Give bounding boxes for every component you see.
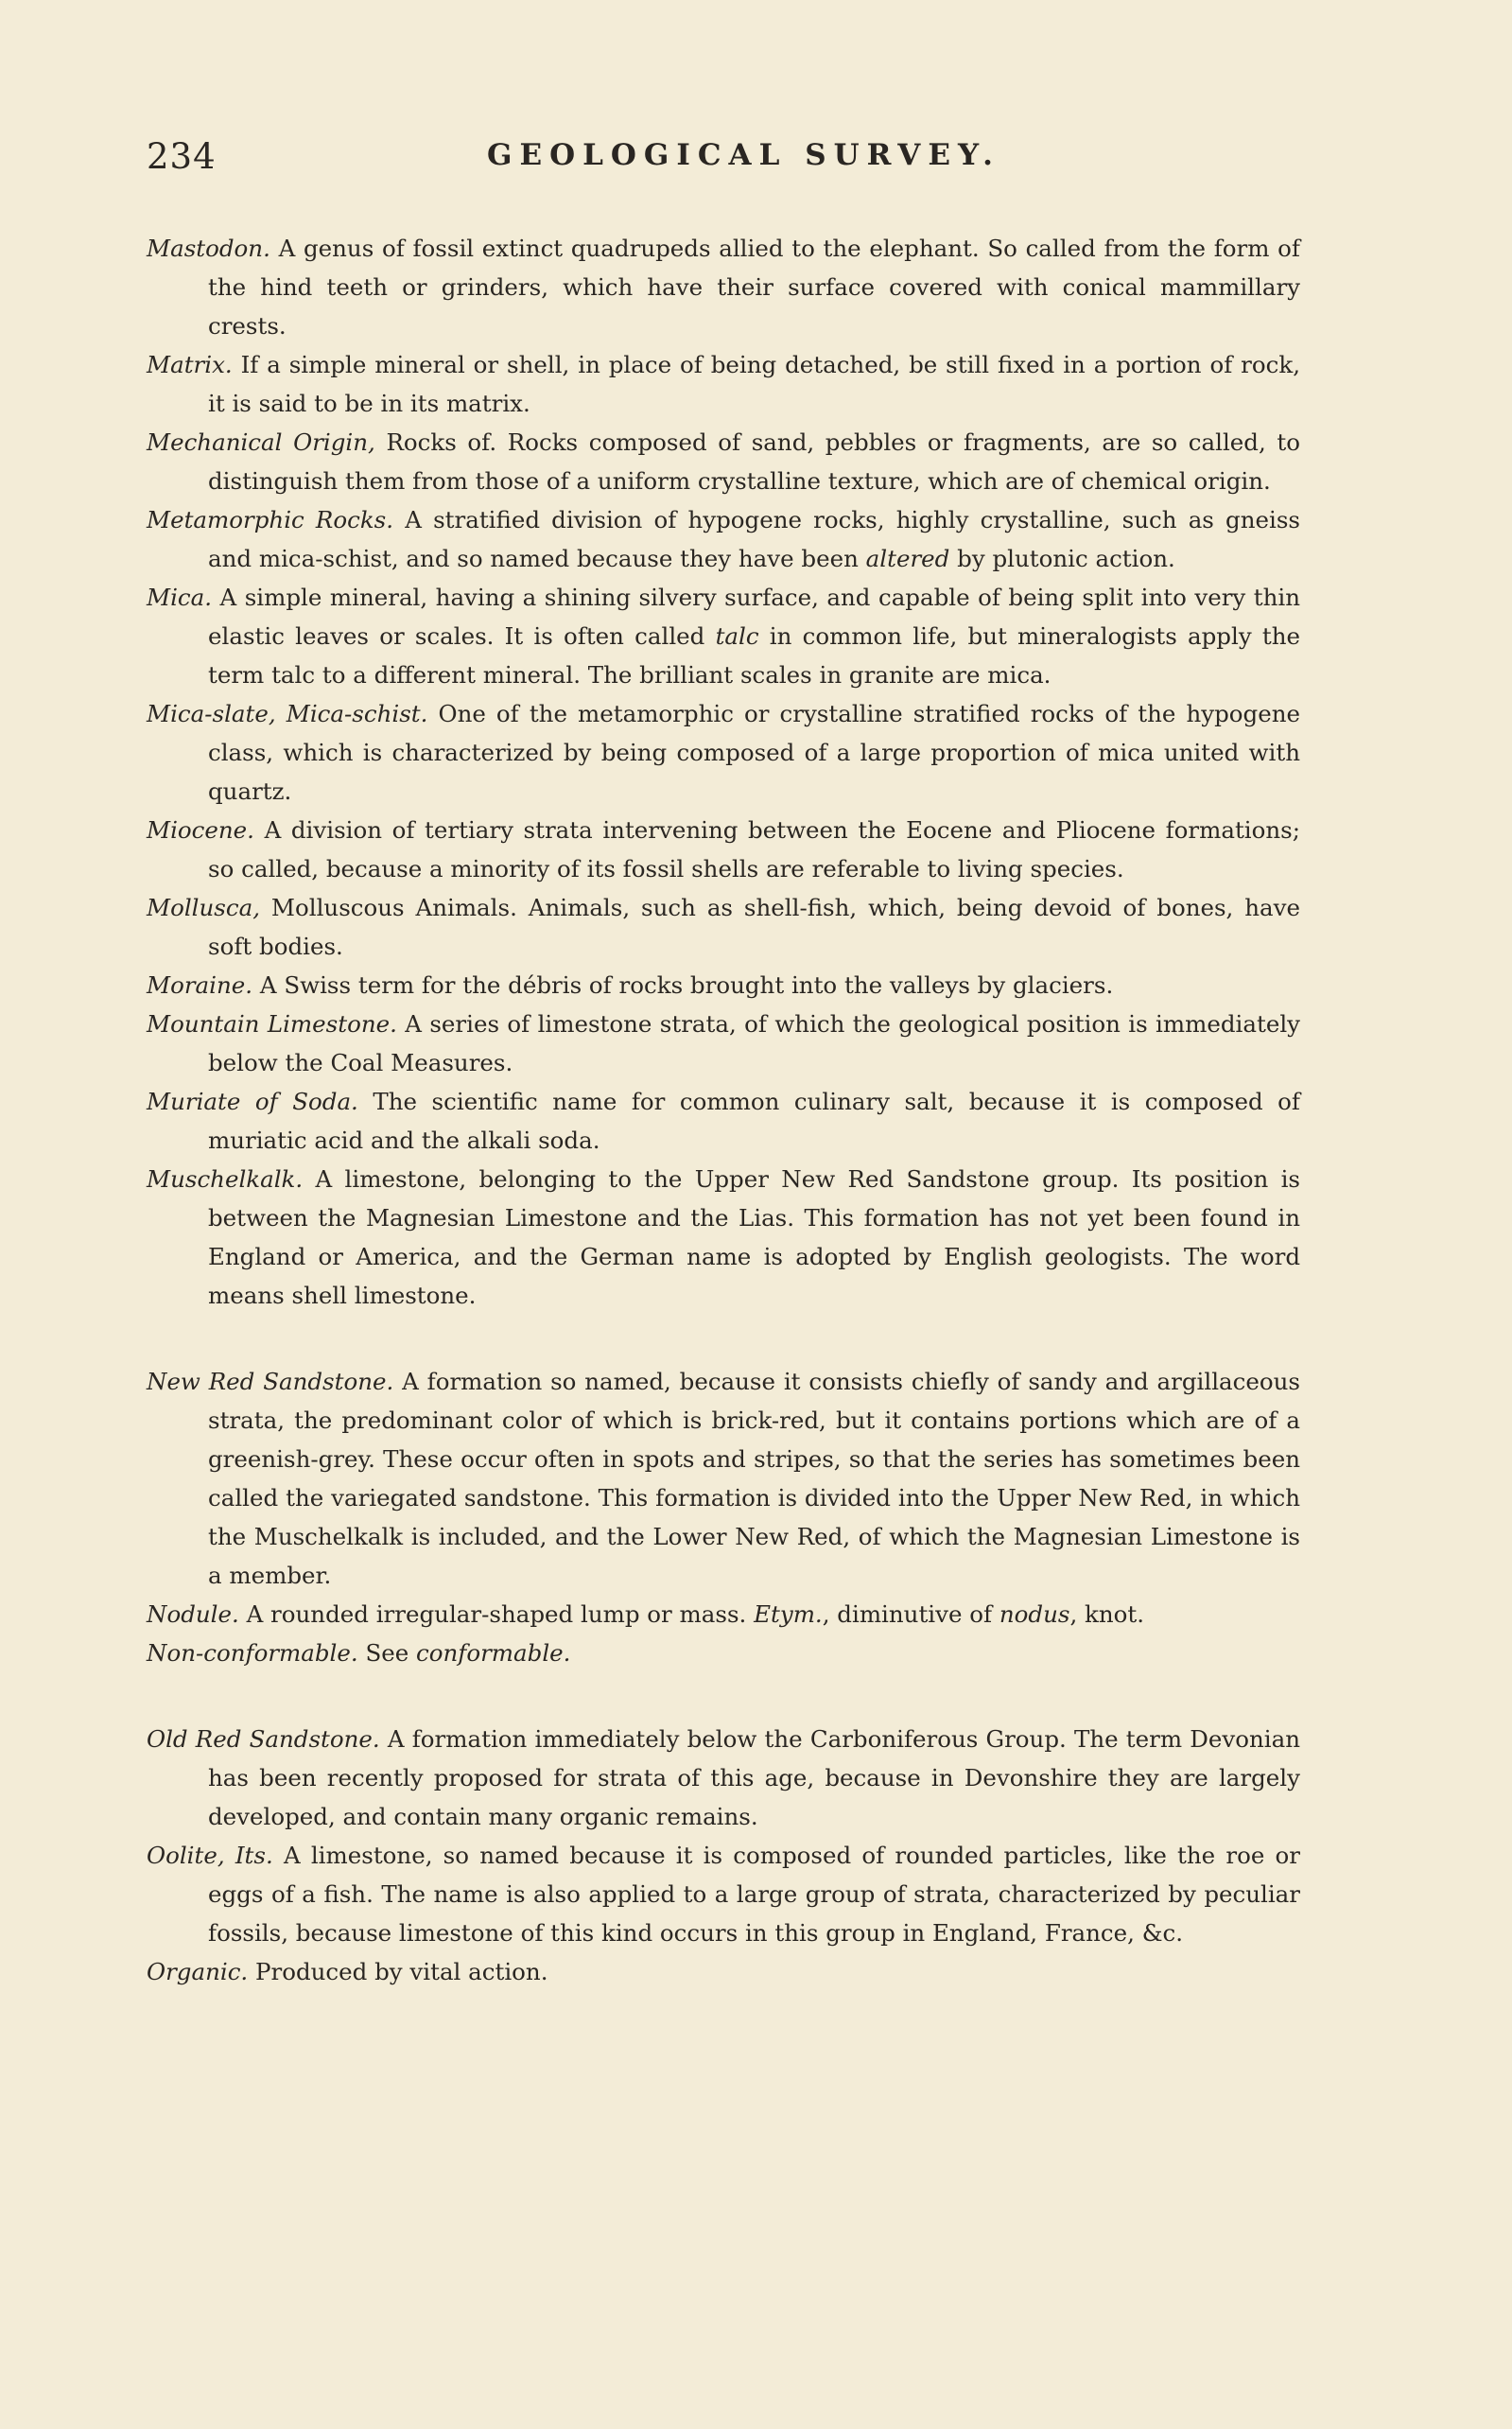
entry-text: See (357, 1639, 417, 1667)
entry-text: A Swiss term for the débris of rocks brought into the valleys by glaciers. (252, 971, 1114, 999)
entry-emphasis: conformable. (416, 1639, 571, 1667)
glossary-entry (147, 1362, 1300, 1595)
glossary-entry (147, 1082, 1300, 1160)
entry-text: A series of limestone strata, of which the geological position is immediately below the Coal Measures. (208, 1010, 1300, 1076)
section-gap (147, 1672, 1300, 1720)
page-number: 234 (147, 136, 217, 177)
entry-text: If a simple mineral or shell, in place of being detached, be still fixed in a portion of rock, it is said to be in its matrix. (208, 351, 1300, 417)
entry-term: Nodule. (147, 1600, 239, 1628)
entry-text: A stratified division of hypogene rocks, highly crystalline, such as gneiss and mica-schist, and so named because they have been (208, 506, 1300, 572)
entry-term: Muriate of Soda. (147, 1088, 358, 1115)
glossary-entry (147, 345, 1300, 423)
entry-text: A limestone, belonging to the Upper New Red Sandstone group. Its position is between the Magnesian Limestone and the Lias. This formation has not yet been found in England or America, and the German name is adopted by English geologists. The word means shell limestone. (208, 1165, 1300, 1309)
entry-term: Oolite, Its. (147, 1842, 273, 1869)
glossary-entry (147, 1160, 1300, 1315)
entry-term: Old Red Sandstone. (147, 1725, 380, 1753)
glossary-entry (147, 811, 1300, 888)
entry-text: A simple mineral, having a shining silvery surface, and capable of being split into very thin elastic leaves or scales. It is often called (208, 584, 1300, 650)
entry-emphasis: Etym. (754, 1600, 823, 1628)
glossary-entry (147, 966, 1300, 1005)
entry-text: Produced by vital action. (248, 1958, 548, 1985)
entry-term: Organic. (147, 1958, 249, 1985)
entry-term: Mica-slate, Mica-schist. (147, 700, 428, 727)
glossary-entry (147, 578, 1300, 694)
entry-text: A limestone, so named because it is composed of rounded particles, like the roe or eggs of a fish. The name is also applied to a large group of strata, characterized by peculiar fossils, because limestone of this kind occurs in this group in England, France, &c. (208, 1842, 1300, 1947)
glossary-entry (147, 1634, 1300, 1672)
entry-term: Miocene. (147, 816, 254, 844)
entry-term: Moraine. (147, 971, 253, 999)
page-header (147, 132, 1300, 189)
entry-term: Metamorphic Rocks. (147, 506, 394, 533)
glossary-entry (147, 423, 1300, 500)
entry-text: A genus of fossil extinct quadrupeds allied to the elephant. So called from the form of the hind teeth or grinders, which have their surface covered with conical mammillary crests. (208, 235, 1300, 340)
glossary-entry (147, 1005, 1300, 1082)
glossary-entry (147, 888, 1300, 966)
glossary-entry (147, 1595, 1300, 1634)
glossary-entry (147, 1720, 1300, 1836)
entry-emphasis: talc (715, 622, 759, 650)
entry-text: , diminutive of (822, 1600, 999, 1628)
entry-term: Mechanical Origin, (147, 428, 375, 456)
running-title: GEOLOGICAL SURVEY. (487, 138, 1000, 172)
glossary-entry (147, 694, 1300, 811)
glossary-entry (147, 1952, 1300, 1991)
entry-text: , knot. (1069, 1600, 1145, 1628)
glossary-entry (147, 500, 1300, 578)
entry-term: Mastodon. (147, 235, 270, 262)
entry-emphasis: altered (865, 545, 950, 572)
entry-text: Rocks of. Rocks composed of sand, pebbles or fragments, are so called, to distinguish them from those of a uniform crystalline texture, which are of chemical origin. (208, 428, 1300, 495)
entry-text: A formation so named, because it consists chiefly of sandy and argillaceous strata, the predominant color of which is brick-red, but it contains portions which are of a greenish-grey. These occur often in spots and stripes, so that the series has sometimes been called the variegated sandstone. This formation is divided into the Upper New Red, in which the Muschelkalk is included, and the Lower New Red, of which the Magnesian Limestone is a member. (208, 1368, 1300, 1589)
entry-text: in common life, but mineralogists apply the term talc to a different mineral. The brilliant scales in granite are mica. (208, 622, 1300, 689)
entry-term: New Red Sandstone. (147, 1368, 394, 1395)
entry-term: Mountain Limestone. (147, 1010, 397, 1038)
entry-text: A division of tertiary strata intervening between the Eocene and Pliocene formations; so called, because a minority of its fossil shells are referable to living species. (208, 816, 1300, 882)
entry-term: Matrix. (147, 351, 233, 378)
glossary-entry (147, 1836, 1300, 1952)
entry-text: Molluscous Animals. Animals, such as shell-fish, which, being devoid of bones, have soft bodies. (208, 894, 1300, 960)
entry-text: by plutonic action. (949, 545, 1175, 572)
entry-term: Mica. (147, 584, 213, 611)
entry-emphasis: nodus (999, 1600, 1070, 1628)
entry-term: Mollusca, (147, 894, 260, 921)
entry-term: Non-conformable. (147, 1639, 358, 1667)
entry-text: One of the metamorphic or crystalline stratified rocks of the hypogene class, which is characterized by being composed of a large proportion of mica united with quartz. (208, 700, 1301, 805)
entry-text: The scientific name for common culinary salt, because it is composed of muriatic acid and the alkali soda. (208, 1088, 1300, 1154)
entry-text: A rounded irregular-shaped lump or mass. (238, 1600, 755, 1628)
glossary-entries (147, 229, 1300, 1991)
entry-term: Muschelkalk. (147, 1165, 304, 1193)
section-gap (147, 1315, 1300, 1362)
glossary-entry (147, 229, 1300, 345)
entry-text: A formation immediately below the Carboniferous Group. The term Devonian has been recently proposed for strata of this age, because in Devonshire they are largely developed, and contain many organic remains. (208, 1725, 1300, 1830)
